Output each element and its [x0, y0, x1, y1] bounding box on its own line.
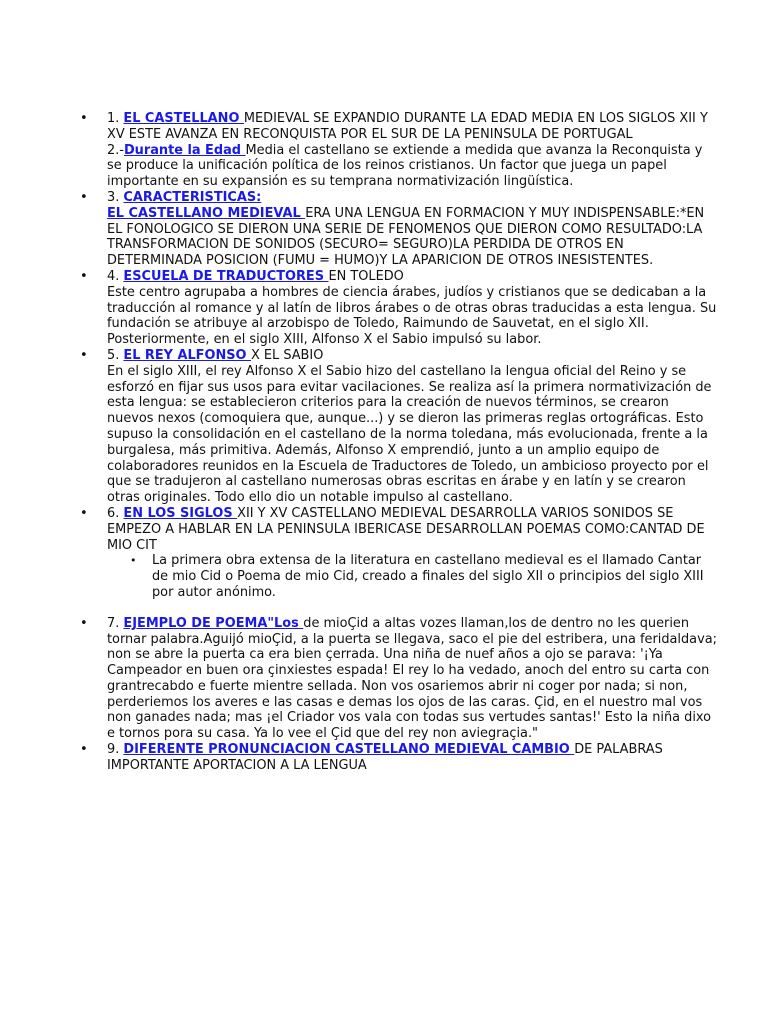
item-number: 5.: [107, 347, 120, 363]
item-subparagraph: [107, 143, 718, 190]
sub-number: 2.-: [107, 142, 124, 158]
link-caracteristicas[interactable]: CARACTERISTICAS:: [123, 189, 262, 205]
link-durante-la-edad[interactable]: Durante la Edad: [123, 142, 246, 158]
item-text: DE PALABRAS IMPORTANTE APORTACION A LA LENGUA: [107, 742, 663, 773]
document-body: [0, 111, 768, 774]
item-text: MEDIEVAL SE EXPANDIO DURANTE LA EDAD MEDIA EN LOS SIGLOS XII Y XV ESTE AVANZA EN RECONQUISTA POR EL SUR DE LA PENINSULA DE PORTUGAL: [107, 111, 708, 142]
item-text: XII Y XV CASTELLANO MEDIEVAL DESARROLLA VARIOS SONIDOS SE EMPEZO A HABLAR EN LA PENINSULA IBERICASE DESARROLLAN POEMAS COMO:CANTAD DE MIO CIT: [107, 505, 705, 553]
link-el-rey-alfonso[interactable]: EL REY ALFONSO: [123, 347, 251, 363]
item-body: En el siglo XIII, el rey Alfonso X el Sabio hizo del castellano la lengua oficial del Reino y se esforzó en fijar sus usos para evitar vacilaciones. Se realiza así la primera normativización de esta lengua: se establecieron criterios para la creación de nuevos términos, se crearon nuevos nexos (comoquiera que, aunque...) y se dieron las primeras reglas ortográficas. Esto supuso la consolidación en el castellano de la norma toledana, más evolucionada, frente a la burgalesa, más primitiva. Además, Alfonso X emprendió, junto a un amplio equipo de colaboradores reunidos en la Escuela de Traductores de Toledo, un ambicioso proyecto por el que se tradujeron al castellano numerosas obras escritas en árabe y en latín y se crearon otras originales. Todo ello dio un notable impulso al castellano.: [107, 363, 712, 506]
item-number: 6.: [107, 505, 120, 521]
link-en-los-siglos[interactable]: EN LOS SIGLOS: [123, 505, 238, 521]
item-text: de mioÇid a altas vozes llaman,los de dentro no les querien tornar palabra.Aguijó mioÇid, a la puerta se llegava, saco el pie del estribera, una feridaldava; non se abre la puerta ca era bien çerrada. Una niña de nuef años a ojo se parava: '¡Ya Campeador en buen ora çinxiestes espada! El rey lo ha vedado, anoch del entro su carta con grantrecabdo e fuerte mientre sellada. Non vos osariemos abrir ni coger por nada; si non, perderiemos los averes e las casas e demas los ojos de las caras. Çid, en el nuestro mal vos non ganades nada; mas ¡el Criador vos vala con todas sus vertudes santas!' Esto la niña dixo e tornos pora su casa. Ya lo vee el Çid que del rey non aviegraçia.": [107, 615, 717, 742]
main-list: [0, 111, 768, 774]
list-item-3: [0, 190, 768, 269]
list-item-1: [0, 111, 768, 190]
sub-text: ERA UNA LENGUA EN FORMACION Y MUY INDISPENSABLE:*EN EL FONOLOGICO SE DIERON UNA SERIE DE FENOMENOS QUE DIERON COMO RESULTADO:LA TRANSFORMACION DE SONIDOS (SECURO= SEGURO)LA PERDIDA DE OTROS EN DETERMINADA POSICION (FUMU = HUMO)Y LA APARICION DE OTROS INESISTENTES.: [107, 205, 705, 269]
item-body: Este centro agrupaba a hombres de ciencia árabes, judíos y cristianos que se dedicaban a la traducción al romance y al latín de libros árabes o de otras obras traducidas a esta lengua. Su fundación se atribuye al arzobispo de Toledo, Raimundo de Sauvetat, en el siglo XII. Posteriormente, en el siglo XIII, Alfonso X el Sabio impulsó su labor.: [107, 284, 717, 348]
list-item-7: [0, 616, 768, 742]
item-number: 9.: [107, 742, 120, 758]
item-number: 3.: [107, 189, 120, 205]
list-item-6: [0, 506, 768, 616]
nested-list: [107, 553, 718, 615]
nested-list-item: • La primera obra extensa de la literatura en castellano medieval es el llamado Cantar de mio Cid o Poema de mio Cid, creado a finales del siglo XII o principios del siglo XIII por autor anónimo.: [152, 553, 718, 600]
item-number: 7.: [107, 615, 120, 631]
item-text: X EL SABIO: [250, 347, 324, 363]
link-el-castellano-medieval[interactable]: EL CASTELLANO MEDIEVAL: [107, 205, 306, 221]
item-number: 4.: [107, 268, 120, 284]
item-subparagraph: [107, 206, 718, 269]
list-item-4: [0, 269, 768, 348]
list-item-5: [0, 348, 768, 506]
list-item-9: [0, 742, 768, 774]
item-number: 1.: [107, 111, 120, 126]
item-text: EN TOLEDO: [328, 268, 404, 284]
link-escuela-de-traductores[interactable]: ESCUELA DE TRADUCTORES: [123, 268, 329, 284]
sub-text: Media el castellano se extiende a medida que avanza la Reconquista y se produce la unificación política de los reinos cristianos. Un factor que juega un papel importante en su expansión es su temprana normativización lingüística.: [107, 142, 703, 190]
link-diferente-pronunciacion[interactable]: DIFERENTE PRONUNCIACION CASTELLANO MEDIEVAL CAMBIO: [123, 742, 575, 758]
link-el-castellano[interactable]: EL CASTELLANO: [123, 111, 244, 126]
link-ejemplo-de-poema[interactable]: EJEMPLO DE POEMA"Los: [123, 615, 304, 631]
